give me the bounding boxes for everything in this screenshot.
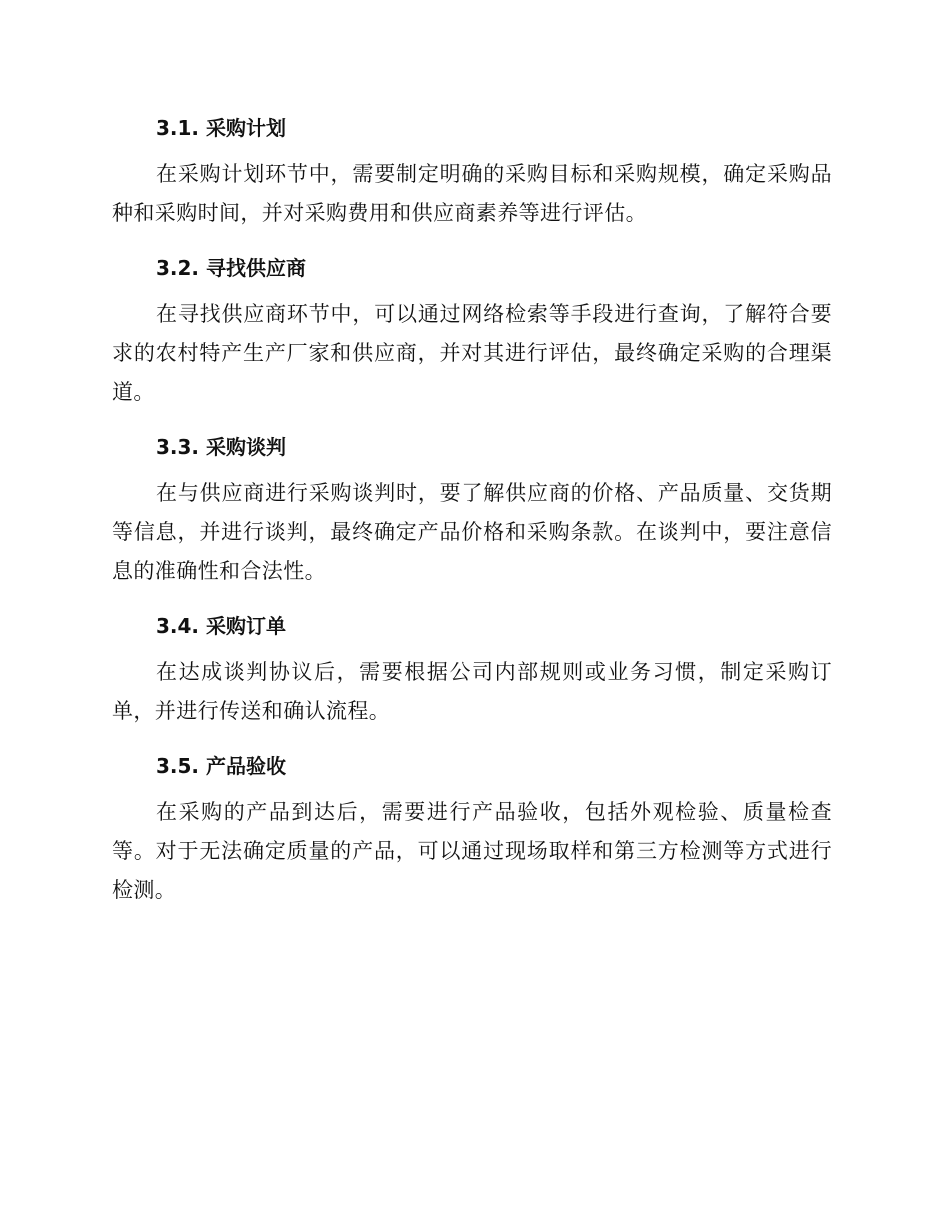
section-paragraph: 在采购的产品到达后，需要进行产品验收，包括外观检验、质量检查等。对于无法确定质量的产品，可以通过现场取样和第三方检测等方式进行检测。: [112, 800, 832, 902]
section-purchase-order: [112, 606, 832, 731]
section-paragraph: 在与供应商进行采购谈判时，要了解供应商的价格、产品质量、交货期等信息，并进行谈判，最终确定产品价格和采购条款。在谈判中，要注意信息的准确性和合法性。: [112, 481, 832, 583]
section-heading: 3.3. 采购谈判: [156, 435, 286, 459]
section-heading: 3.5. 产品验收: [156, 754, 286, 778]
section-paragraph: 在寻找供应商环节中，可以通过网络检索等手段进行查询，了解符合要求的农村特产生产厂家和供应商，并对其进行评估，最终确定采购的合理渠道。: [112, 302, 832, 404]
section-heading: 3.2. 寻找供应商: [156, 256, 306, 280]
section-negotiation: [112, 427, 832, 591]
document-content: [112, 108, 832, 925]
section-heading: 3.1. 采购计划: [156, 116, 286, 140]
section-paragraph: 在采购计划环节中，需要制定明确的采购目标和采购规模，确定采购品种和采购时间，并对采购费用和供应商素养等进行评估。: [112, 162, 832, 225]
section-find-supplier: [112, 248, 832, 412]
section-heading: 3.4. 采购订单: [156, 614, 286, 638]
section-purchase-plan: [112, 108, 832, 233]
section-paragraph: 在达成谈判协议后，需要根据公司内部规则或业务习惯，制定采购订单，并进行传送和确认流程。: [112, 660, 832, 723]
section-product-acceptance: [112, 746, 832, 910]
